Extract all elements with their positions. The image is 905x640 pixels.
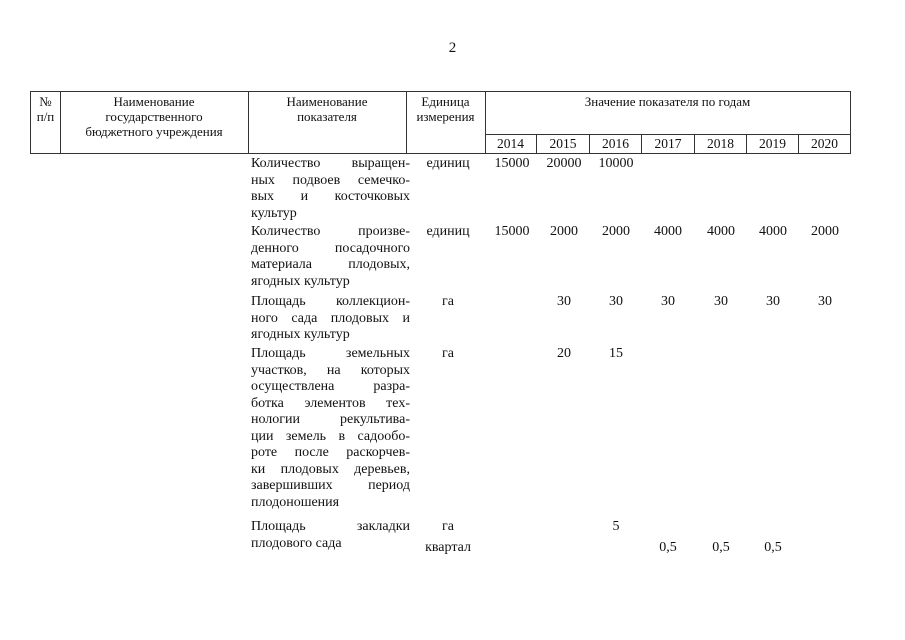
value-2019: 0,5	[764, 540, 782, 555]
indicator-line: ягодных культур	[251, 327, 350, 342]
indicator-line: ного сада плодовых и	[251, 310, 410, 326]
indicator-name	[251, 294, 410, 344]
indicator-name	[251, 519, 410, 552]
value-2018: 0,5	[712, 540, 730, 555]
indicator-line: Площадь коллекцион-	[251, 294, 410, 309]
value-2017: 4000	[654, 224, 682, 239]
indicator-line: плодоношения	[251, 494, 340, 510]
value-2016: 2000	[602, 224, 630, 239]
year-2020: 2020	[811, 136, 838, 151]
year-2015: 2015	[549, 136, 577, 151]
header-unit	[406, 94, 485, 124]
indicator-line: плодового сада	[251, 535, 342, 551]
indicator-line: денного посадочного	[251, 240, 410, 256]
indicator-line: ботка элементов тех-	[251, 395, 410, 411]
value-2016: 5	[612, 519, 620, 534]
value-2015: 20000	[546, 156, 582, 171]
indicator-line: ных подвоев семечко-	[251, 172, 410, 188]
indicator-name	[251, 156, 410, 222]
value-2018: 30	[714, 294, 728, 309]
indicator-line: роте после раскорчев-	[251, 445, 410, 460]
header-institution	[60, 94, 248, 139]
value-2020: 2000	[811, 224, 839, 239]
value-2016: 30	[609, 294, 623, 309]
page-number: 2	[448, 40, 457, 56]
indicator-line: нологии рекультива-	[251, 412, 410, 427]
year-2014: 2014	[497, 136, 524, 151]
header-indicator-line: показателя	[297, 109, 357, 124]
indicator-line: ягодных культур	[251, 273, 350, 289]
value-2017: 0,5	[659, 540, 677, 555]
year-2019: 2019	[759, 136, 786, 151]
value-2015: 2000	[550, 224, 578, 239]
header-values-title: Значение показателя по годам	[584, 94, 751, 109]
indicator-line: осуществлена разра-	[251, 379, 410, 394]
header-num-line: п/п	[36, 109, 55, 124]
unit: га	[442, 294, 454, 309]
header-bottom-border	[30, 153, 851, 154]
value-2019: 4000	[759, 224, 787, 239]
value-2015: 20	[557, 346, 571, 361]
header-top-border	[30, 91, 851, 92]
header-indicator-line: Наименование	[286, 94, 368, 109]
header-num	[30, 94, 61, 124]
indicator-line: ции земель в садообо-	[251, 428, 410, 444]
indicator-line: завершивших период	[251, 478, 410, 493]
value-2019: 30	[766, 294, 780, 309]
indicator-line: Количество выращен-	[251, 156, 410, 171]
indicator-name	[251, 346, 410, 511]
value-2016: 10000	[598, 156, 634, 171]
header-institution-line: государственного	[105, 109, 203, 124]
header-institution-line: Наименование	[113, 94, 195, 109]
value-2016: 15	[609, 346, 623, 361]
value-2014: 15000	[494, 224, 530, 239]
indicator-line: Площадь закладки	[251, 519, 410, 534]
unit: га	[442, 346, 454, 361]
header-institution-line: бюджетного учреждения	[85, 124, 223, 139]
unit: га	[442, 519, 454, 534]
header-indicator	[248, 94, 406, 124]
indicator-line: Площадь земельных	[251, 346, 410, 361]
header-unit-line: измерения	[416, 109, 475, 124]
year-2017: 2017	[654, 136, 682, 151]
indicator-line: вых и косточковых	[251, 189, 410, 204]
year-2018: 2018	[707, 136, 734, 151]
value-2020: 30	[818, 294, 832, 309]
header-unit-line: Единица	[421, 94, 470, 109]
indicator-line: культур	[251, 205, 297, 221]
col-border	[850, 91, 851, 154]
unit: единиц	[426, 156, 470, 171]
years-divider	[485, 134, 851, 135]
indicator-line: Количество произве-	[251, 224, 410, 239]
value-2017: 30	[661, 294, 675, 309]
year-2016: 2016	[602, 136, 629, 151]
unit-secondary: квартал	[425, 540, 471, 555]
header-num-line: №	[39, 94, 52, 109]
indicator-line: ки плодовых деревьев,	[251, 461, 410, 477]
indicator-line: участков, на которых	[251, 362, 410, 378]
unit: единиц	[426, 224, 470, 239]
value-2018: 4000	[707, 224, 735, 239]
indicator-line: материала плодовых,	[251, 257, 410, 272]
value-2014: 15000	[494, 156, 530, 171]
value-2015: 30	[557, 294, 571, 309]
indicator-name	[251, 224, 410, 290]
